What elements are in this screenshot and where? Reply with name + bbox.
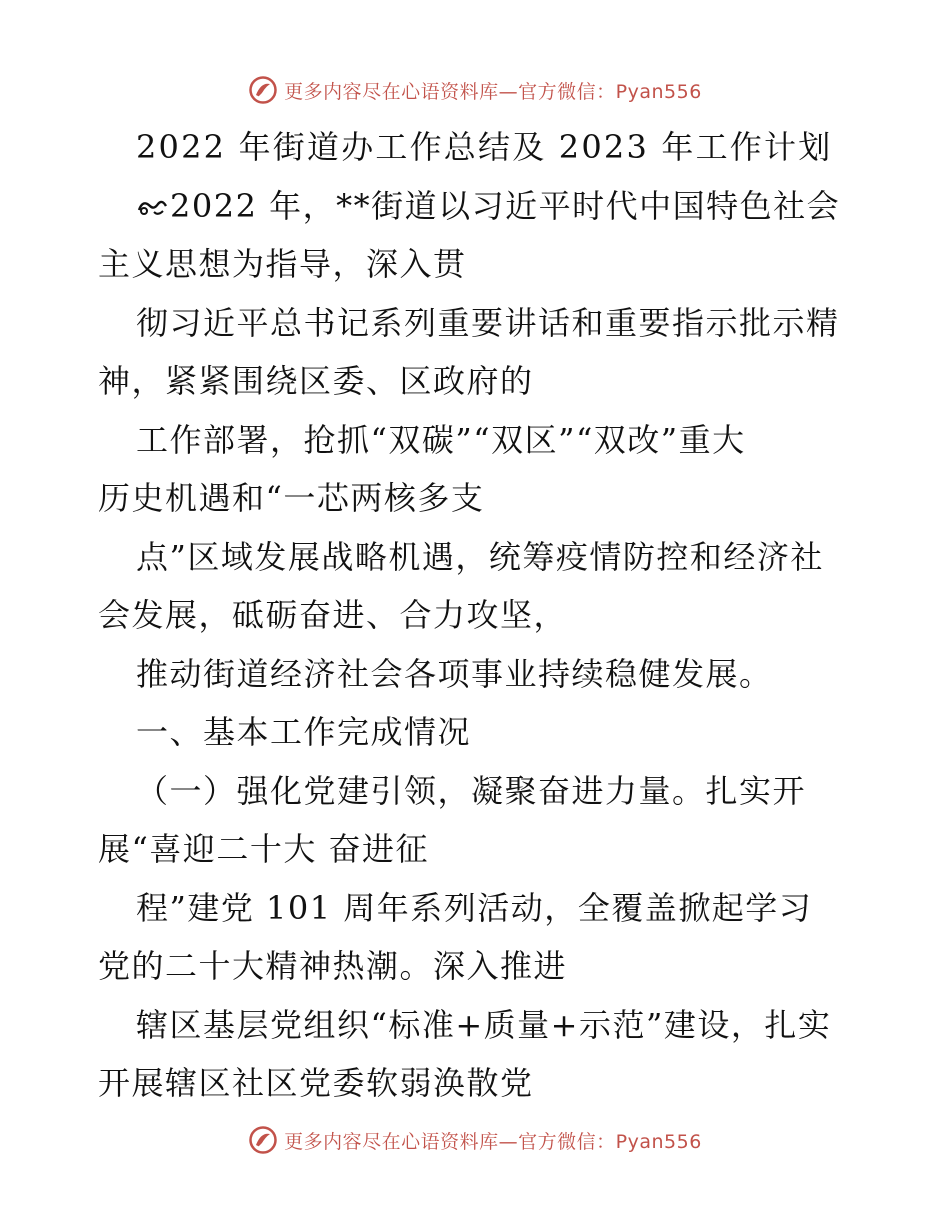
footer-watermark-banner <box>0 1120 950 1160</box>
paragraph-line: 工作部署，抢抓“双碳”“双区”“双改”重大 <box>136 420 746 459</box>
seal-logo-icon <box>248 75 278 105</box>
paragraph-line: 推动街道经济社会各项事业持续稳健发展。 <box>136 654 773 693</box>
header-watermark-text: 更多内容尽在心语资料库—官方微信：Pyan556 <box>284 80 702 103</box>
swirl-ornament-icon <box>136 195 168 219</box>
document-body <box>98 118 858 1113</box>
paragraph-line: （一）强化党建引领，凝聚奋进力量。扎实开 <box>136 771 807 810</box>
header-watermark-banner <box>0 70 950 110</box>
section-heading: 一、基本工作完成情况 <box>136 713 472 751</box>
paragraph-line: 主义思想为指导，深入贯 <box>98 245 467 283</box>
paragraph-line: 辖区基层党组织“标准+质量+示范”建设，扎实 <box>136 1005 832 1044</box>
document-title: 2022 年街道办工作总结及 2023 年工作计划 <box>136 128 833 166</box>
paragraph-line: 彻习近平总书记系列重要讲话和重要指示批示精 <box>136 303 840 342</box>
paragraph-line <box>98 177 858 236</box>
paragraph-line: 党的二十大精神热潮。深入推进 <box>98 947 568 985</box>
footer-watermark-text: 更多内容尽在心语资料库—官方微信：Pyan556 <box>284 1130 702 1153</box>
paragraph-line: 会发展，砥砺奋进、合力攻坚， <box>98 596 568 634</box>
seal-logo-icon <box>248 1125 278 1155</box>
paragraph-line: 神，紧紧围绕区委、区政府的 <box>98 362 534 400</box>
paragraph-line: 点”区域发展战略机遇，统筹疫情防控和经济社 <box>136 537 824 576</box>
paragraph-line-text: 2022 年，**街道以习近平时代中国特色社会 <box>170 186 841 225</box>
paragraph-line: 展“喜迎二十大 奋进征 <box>98 830 430 868</box>
paragraph-line: 程”建党 101 周年系列活动，全覆盖掀起学习 <box>136 888 813 927</box>
paragraph-line: 开展辖区社区党委软弱涣散党 <box>98 1064 534 1102</box>
paragraph-line: 历史机遇和“一芯两核多支 <box>98 479 485 517</box>
